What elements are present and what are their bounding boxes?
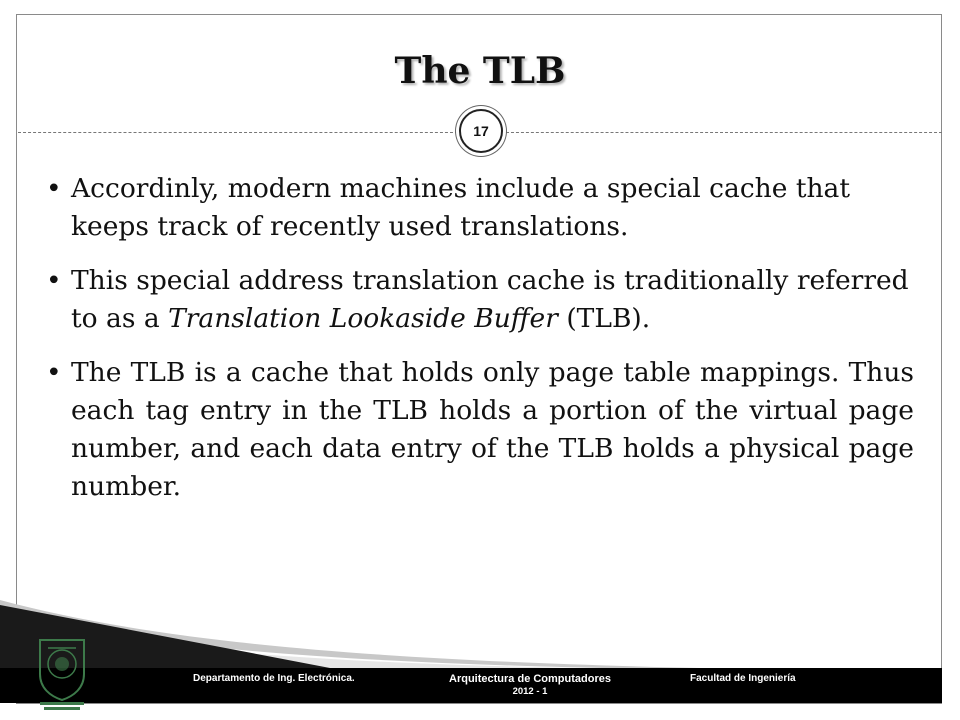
- footer-department: Departamento de Ing. Electrónica.: [193, 673, 355, 684]
- title-divider-left: [18, 132, 458, 133]
- footer-course-name: Arquitectura de Computadores: [449, 673, 611, 685]
- page-number: 17: [473, 123, 489, 139]
- bullet-dot-icon: •: [46, 173, 62, 204]
- page-number-badge: [459, 109, 503, 153]
- slide-title: The TLB: [394, 50, 566, 92]
- footer-course: [430, 673, 630, 697]
- bullet-italic-term: Translation Lookaside Buffer: [168, 303, 558, 334]
- bullet-item-1: [44, 170, 914, 246]
- bullet-text: Accordinly, modern machines include a special cache that keeps track of recently used translations.: [71, 173, 850, 242]
- bullet-item-3: [44, 354, 914, 506]
- bullet-dot-icon: •: [46, 357, 62, 388]
- university-logo-icon: [34, 638, 90, 714]
- bullet-text: This special address translation cache is traditionally referred to as a: [71, 265, 909, 334]
- bullet-text: The TLB is a cache that holds only page table mappings. Thus each tag entry in the TLB holds a portion of the virtual page number, and each data entry of the TLB holds a physical page number.: [71, 357, 914, 502]
- footer-term: 2012 - 1: [512, 686, 548, 697]
- bullet-text-after: (TLB).: [557, 303, 651, 334]
- bullet-dot-icon: •: [46, 265, 62, 296]
- footer-faculty: Facultad de Ingeniería: [690, 673, 796, 684]
- slide-body: [44, 170, 914, 522]
- bullet-item-2: [44, 262, 914, 338]
- title-divider-right: [506, 132, 942, 133]
